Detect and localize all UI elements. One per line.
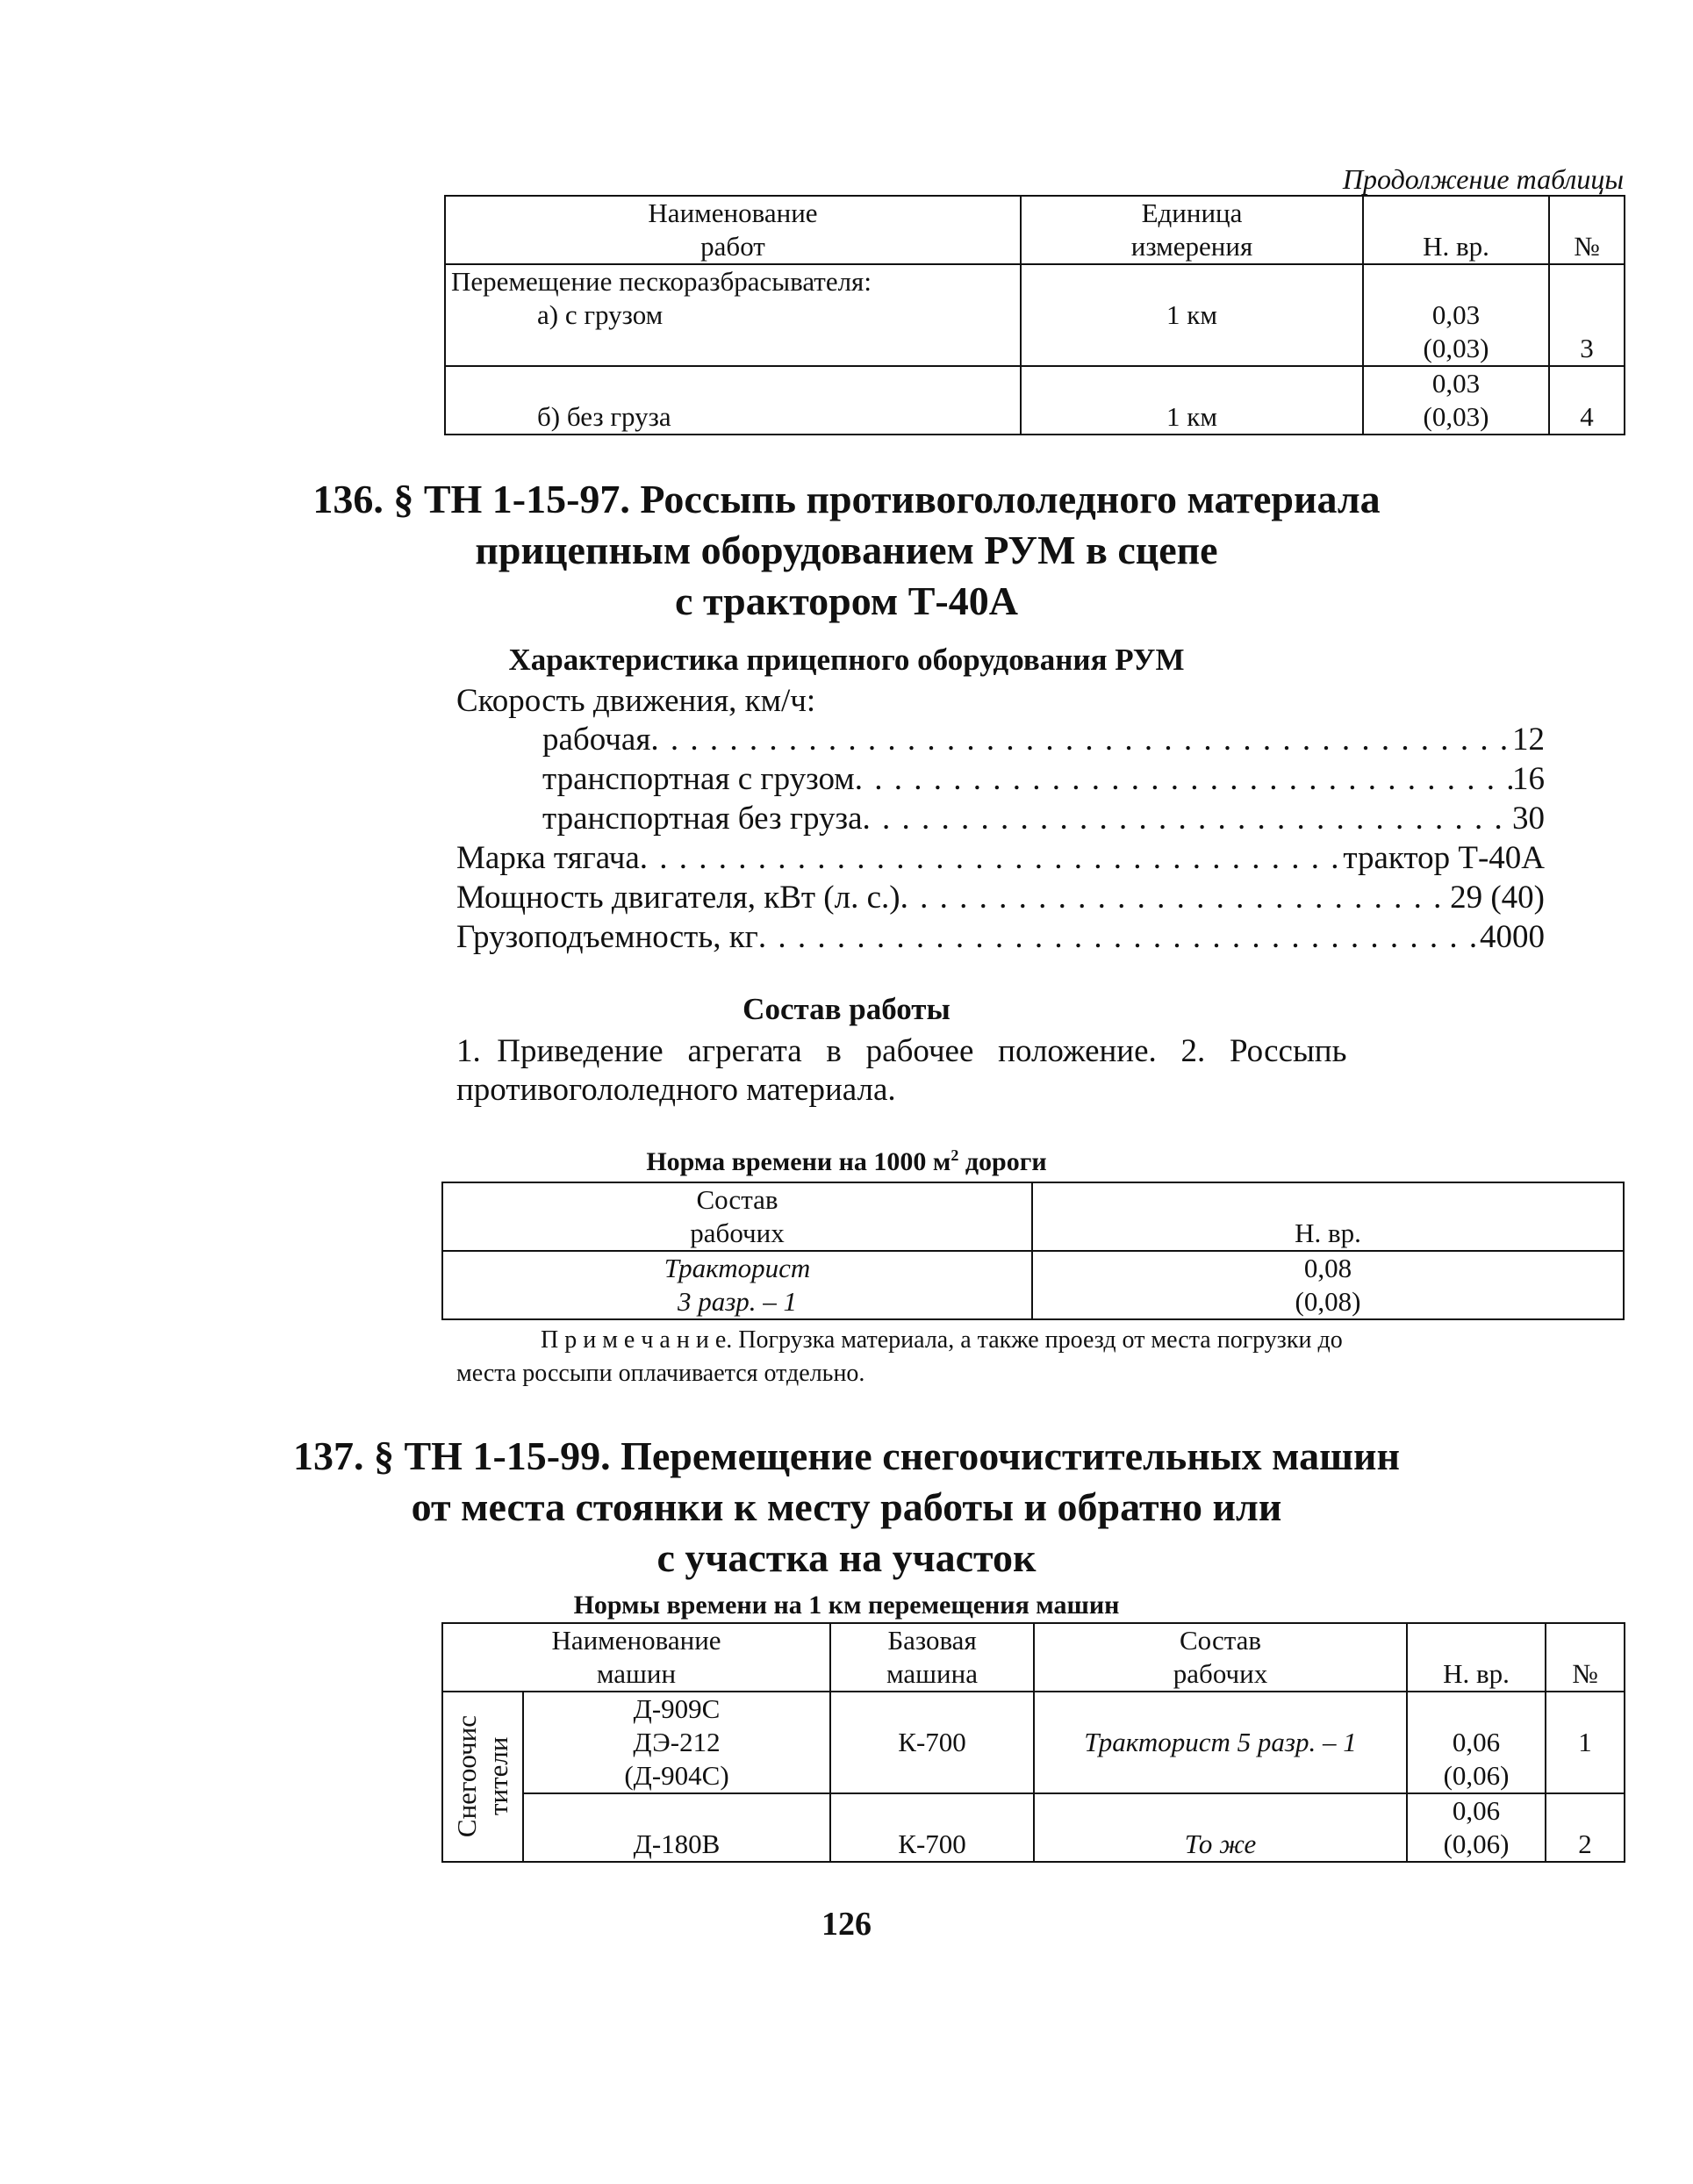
header-crew: Состав рабочих xyxy=(442,1182,1032,1251)
continuation-label: Продолжение таблицы xyxy=(1342,163,1624,195)
dot-leader xyxy=(900,878,1451,917)
header-norm: Н. вр. xyxy=(1032,1182,1624,1251)
spec-value: 4000 xyxy=(1480,919,1545,955)
norm-caption: Норма времени на 1000 $м^2$ дороги xyxy=(646,1146,1047,1176)
work-text-line2: противогололедного материала. xyxy=(456,1072,896,1108)
spec-row xyxy=(456,917,1545,957)
spec-row xyxy=(456,759,1545,799)
spec-row xyxy=(456,878,1545,917)
spec-title: Характеристика прицепного оборудования РУМ xyxy=(508,643,1185,677)
group-title: Перемещение пескоразбрасывателя: xyxy=(451,266,872,297)
spec-value: 16 xyxy=(1512,761,1545,797)
table-works xyxy=(444,195,1625,435)
note: П р и м е ч а н и е. Погрузка материала, а также проезд от места погрузки до места россыпи оплачивается отдельно. xyxy=(456,1326,1343,1387)
spec-label: транспортная без груза xyxy=(542,801,863,837)
spec-value: 30 xyxy=(1512,801,1545,837)
work-title: Состав работы xyxy=(742,992,951,1026)
speed-label: Скорость движения, км/ч: xyxy=(456,683,816,719)
header-base: Базовая машина xyxy=(830,1623,1034,1692)
spec-label: Марка тягача xyxy=(456,840,640,876)
header-crew: Состав рабочих xyxy=(1034,1623,1407,1692)
spec-label: Мощность двигателя, кВт (л. с.) xyxy=(456,880,900,916)
section-137-title: 137. § ТН 1-15-99. Перемещение снегоочистительных машин от места стоянки к месту работы и обратно или с участка на участок xyxy=(292,1433,1400,1580)
header-num: № xyxy=(1549,196,1625,264)
table-crew-norm xyxy=(441,1182,1625,1320)
dot-leader xyxy=(758,917,1480,957)
dot-leader xyxy=(855,759,1512,799)
work-text-line1: 1. Приведение агрегата в рабочее положение. 2. Россыпь xyxy=(456,1033,1347,1069)
spec-label: Грузоподъемность, кг xyxy=(456,919,758,955)
table-machines xyxy=(441,1622,1625,1863)
spec-value: 29 (40) xyxy=(1450,880,1545,916)
row-name: а) с грузом xyxy=(537,299,664,330)
dot-leader xyxy=(650,720,1512,759)
spec-row xyxy=(456,799,1545,838)
row-num: 3 xyxy=(1549,264,1625,366)
table-row: Тракторист 3 разр. – 1 0,08 (0,08) xyxy=(442,1251,1624,1319)
table-row: б) без груза 1 км 0,03 (0,03) 4 xyxy=(445,366,1625,435)
dot-leader xyxy=(640,838,1344,878)
header-norm: Н. вр. xyxy=(1363,196,1549,264)
spec-list xyxy=(456,720,1545,957)
spec-row xyxy=(456,838,1545,878)
header-name: Наименование работ xyxy=(445,196,1021,264)
dot-leader xyxy=(863,799,1512,838)
spec-value: трактор Т-40А xyxy=(1343,840,1545,876)
page-number: 126 xyxy=(821,1906,872,1943)
vertical-group-label: Снегоочис тители xyxy=(442,1692,523,1862)
table3-caption: Нормы времени на 1 км перемещения машин xyxy=(573,1591,1120,1620)
header-machines: Наименование машин xyxy=(442,1623,830,1692)
header-norm: Н. вр. xyxy=(1407,1623,1546,1692)
spec-label: рабочая xyxy=(542,722,651,758)
table-row: Снегоочис тители Д-909С ДЭ-212 (Д-904С) К-700 Тракторист 5 разр. – 1 0,06 (0,06) 1 xyxy=(442,1692,1625,1793)
table-row: Перемещение пескоразбрасывателя: а) с грузом 1 км 0,03 (0,03) 3 xyxy=(445,264,1625,366)
header-num: № xyxy=(1546,1623,1625,1692)
section-136-title: 136. § ТН 1-15-97. Россыпь противогололедного материала прицепным оборудованием РУМ в сцепе с трактором Т-40А xyxy=(312,477,1381,623)
row-unit: 1 км xyxy=(1166,299,1217,330)
spec-row xyxy=(456,720,1545,759)
table-row: Д-180В К-700 То же 0,06 (0,06) 2 xyxy=(442,1793,1625,1862)
spec-value: 12 xyxy=(1512,722,1545,758)
header-unit: Единица измерения xyxy=(1021,196,1363,264)
spec-label: транспортная с грузом xyxy=(542,761,855,797)
